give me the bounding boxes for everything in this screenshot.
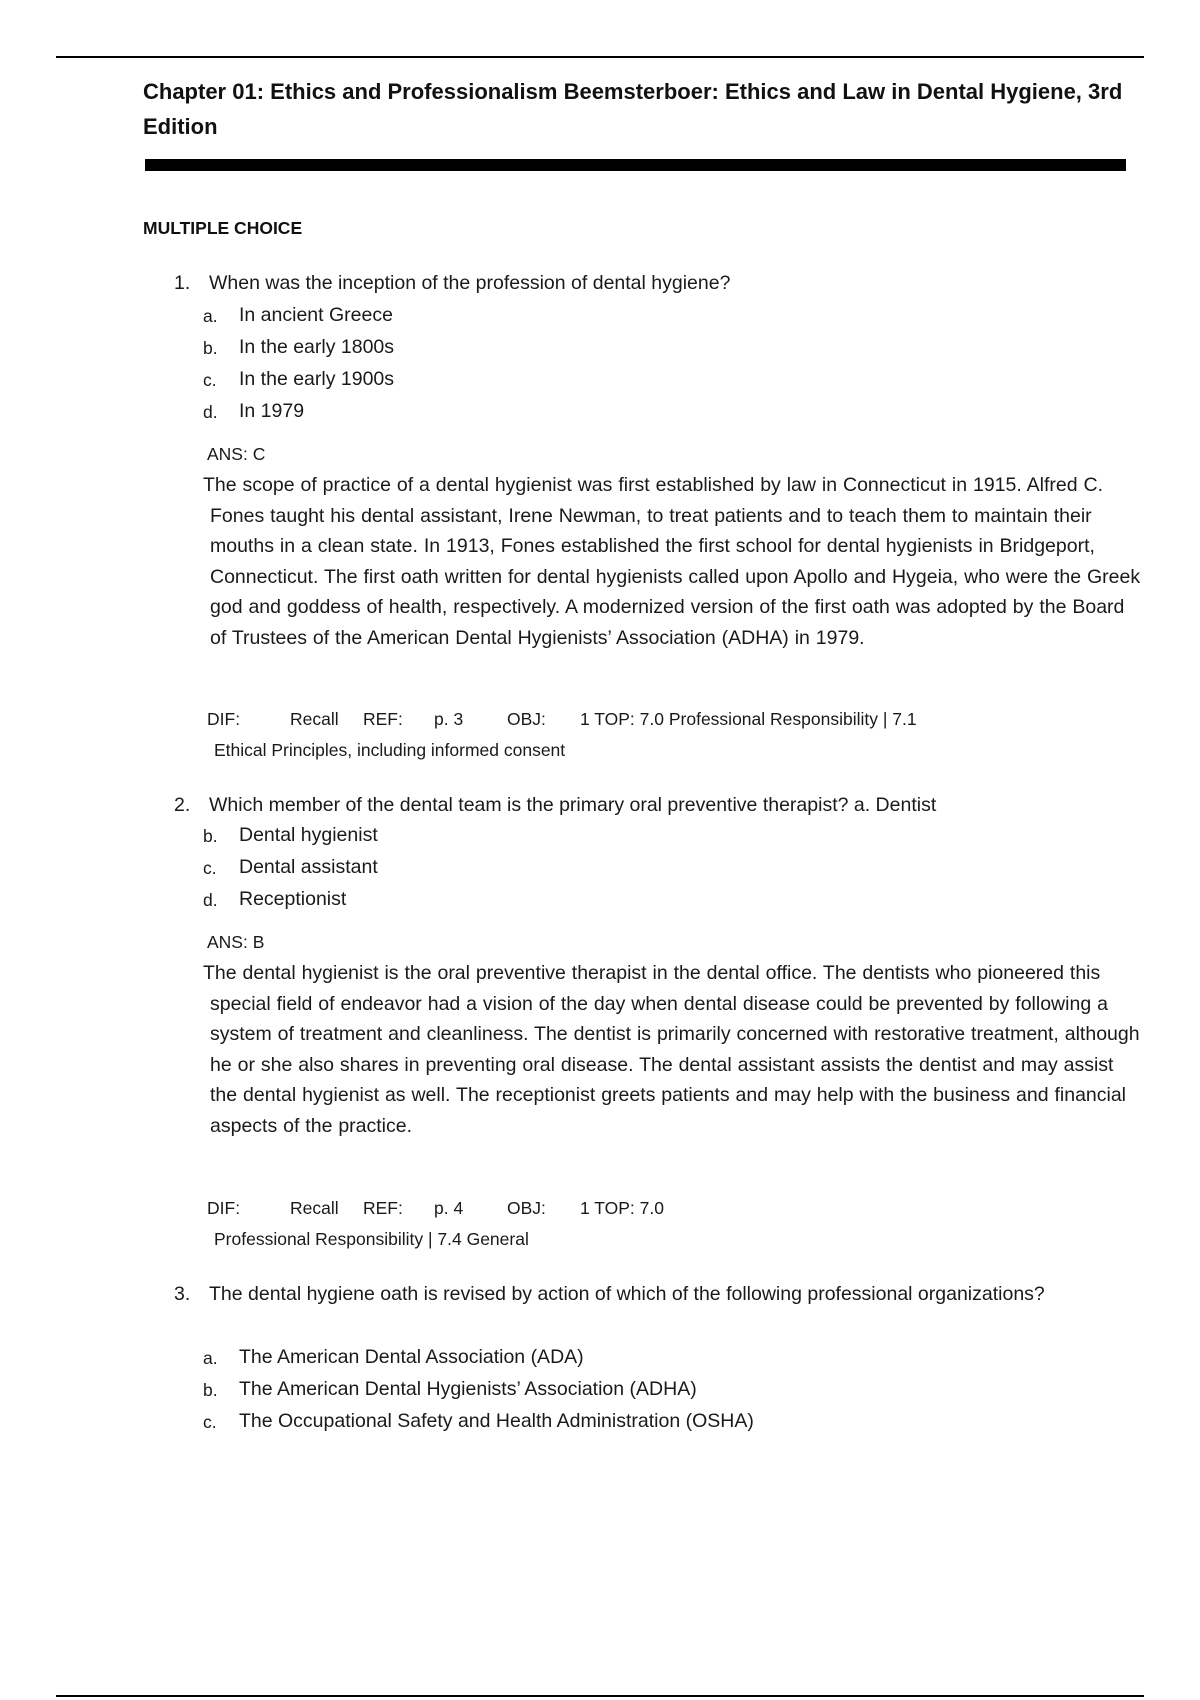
bottom-rule (56, 1695, 1144, 1697)
meta-continuation: Professional Responsibility | 7.4 General (214, 1229, 529, 1249)
option-text: Dental assistant (239, 856, 378, 878)
question-number: 2. (174, 794, 191, 816)
option-text: The Occupational Safety and Health Administration (OSHA) (239, 1410, 754, 1432)
option-text: The American Dental Hygienists’ Association (ADHA) (239, 1378, 697, 1400)
meta-dif-value: Recall (290, 1198, 339, 1218)
question-text: When was the inception of the profession of dental hygiene? (209, 272, 731, 294)
answer-key: ANS: C (207, 444, 266, 464)
option-letter: c. (203, 1412, 217, 1432)
option-letter: d. (203, 890, 218, 910)
option-text: The American Dental Association (ADA) (239, 1346, 584, 1368)
option-letter: a. (203, 1348, 218, 1368)
meta-obj-top: 1 TOP: 7.0 Professional Responsibility | 7.1 (580, 709, 917, 729)
title-underline-bar (145, 159, 1126, 171)
answer-rationale: The dental hygienist is the oral preventive therapist in the dental office. The dentists who pioneered this special field of endeavor had a vision of the day when dental disease could be prevented by following a system of treatment and cleanliness. The dentist is primarily concerned with restorative treatment, although he or she also shares in preventing oral disease. The dental assistant assists the dentist and may assist the dental hygienist as well. The receptionist greets patients and may help with the business and financial aspects of the practice. (203, 962, 1140, 1137)
option-letter: b. (203, 338, 218, 358)
top-rule (56, 56, 1144, 58)
option-text: In 1979 (239, 400, 305, 422)
meta-continuation: Ethical Principles, including informed consent (214, 740, 566, 760)
question-number: 3. (174, 1283, 191, 1305)
option-letter: a. (203, 306, 218, 326)
meta-obj-label: OBJ: (507, 1198, 546, 1218)
answer-rationale: The scope of practice of a dental hygienist was first established by law in Connecticut in 1915. Alfred C. Fones taught his dental assistant, Irene Newman, to treat patients and to teach them to maintain their mouths in a clean state. In 1913, Fones established the first school for dental hygienists in Bridgeport, Connecticut. The first oath written for dental hygienists called upon Apollo and Hygeia, who were the Greek god and goddess of health, respectively. A modernized version of the first oath was adopted by the Board of Trustees of the American Dental Hygienists’ Association (ADHA) in 1979. (203, 474, 1141, 649)
option-text: In the early 1900s (239, 368, 395, 390)
answer-key: ANS: B (207, 932, 265, 952)
option-letter: c. (203, 858, 217, 878)
meta-ref-label: REF: (363, 709, 403, 729)
meta-ref-value: p. 4 (434, 1198, 464, 1218)
option-text: In ancient Greece (239, 304, 393, 326)
meta-obj-label: OBJ: (507, 709, 546, 729)
option-letter: b. (203, 1380, 218, 1400)
section-heading: MULTIPLE CHOICE (143, 218, 303, 238)
question-text: The dental hygiene oath is revised by action of which of the following professional organizations? (209, 1283, 1045, 1305)
meta-ref-value: p. 3 (434, 709, 464, 729)
option-letter: b. (203, 826, 218, 846)
option-letter: c. (203, 370, 217, 390)
option-text: Dental hygienist (239, 824, 378, 846)
meta-dif-label: DIF: (207, 709, 241, 729)
option-text: In the early 1800s (239, 336, 395, 358)
meta-obj-top: 1 TOP: 7.0 (580, 1198, 664, 1218)
option-text: Receptionist (239, 888, 347, 910)
meta-ref-label: REF: (363, 1198, 403, 1218)
meta-dif-label: DIF: (207, 1198, 241, 1218)
meta-dif-value: Recall (290, 709, 339, 729)
document-title: Chapter 01: Ethics and Professionalism Beemsterboer: Ethics and Law in Dental Hygiene, 3rd Edition (143, 79, 1123, 139)
question-text: Which member of the dental team is the primary oral preventive therapist? a. Dentist (209, 794, 937, 816)
question-number: 1. (174, 272, 191, 294)
option-letter: d. (203, 402, 218, 422)
